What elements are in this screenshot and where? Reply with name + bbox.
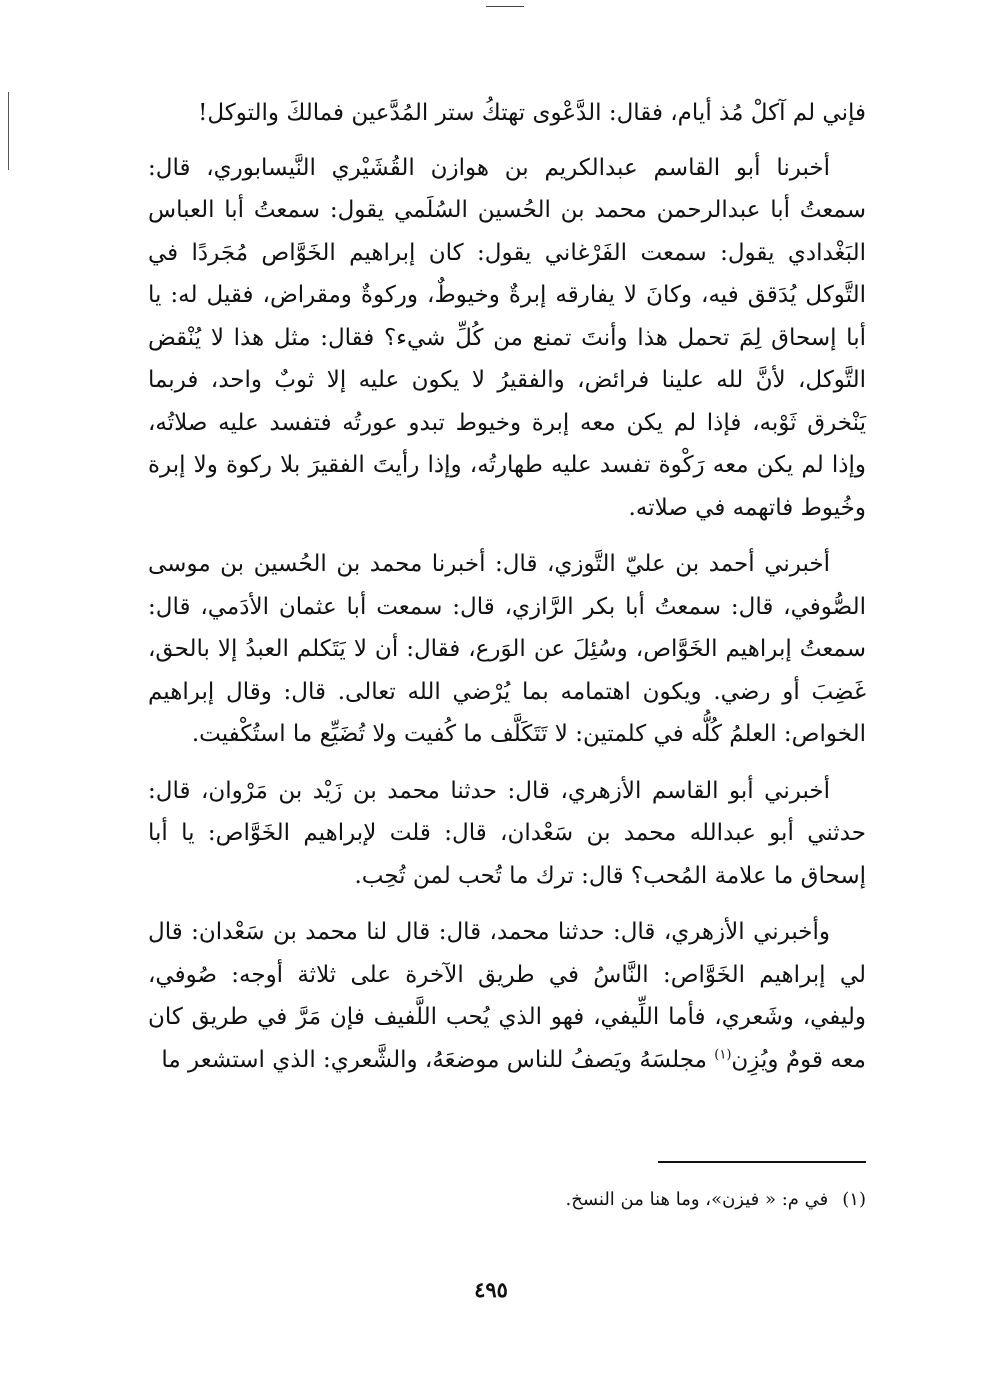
footnote-separator <box>658 1161 866 1163</box>
footnote <box>148 1186 866 1214</box>
margin-mark <box>8 92 9 170</box>
footnote-number: (١) <box>842 1189 866 1210</box>
paragraph-1: أخبرنا أبو القاسم عبدالكريم بن هوازن القُشَيْري النَّيسابوري، قال: سمعتُ أبا عبدالرحمن محمد بن الحُسين السُلَمي يقول: سمعتُ أبا العباس البَغْدادي يقول: سمعت الفَرْغاني يقول: كان إبراهيم الخَوَّاص مُجَردًا في التَّوكل يُدَقق فيه، وكانَ لا يفارقه إبرةٌ وخيوطٌ، وركوةٌ ومقراض، فقيل له: يا أبا إسحاق لِمَ تحمل هذا وأنتَ تمنع من كُلِّ شيء؟ فقال: مثل هذا لا يُنْقض التَّوكل، لأنَّ لله علينا فرائض، والفقيرُ لا يكون عليه إلا ثوبٌ واحد، فربما يَنْخرق ثَوْبه، فإذا لم يكن معه إبرة وخيوط تبدو عورتُه فتفسد عليه صلاتُه، وإذا لم يكن معه رَكْوة تفسد عليه طهارتُه، وإذا رأيتَ الفقيرَ بلا ركوة ولا إبرة وخُيوط فاتهمه في صلاته. <box>148 154 866 521</box>
paragraph-3: أخبرني أبو القاسم الأزهري، قال: حدثنا محمد بن زَيْد بن مَرْوان، قال: حدثني أبو عبدالله محمد بن سَعْدان، قال: قلت لإبراهيم الخَوَّاص: يا أبا إسحاق ما علامة المُحب؟ قال: ترك ما تُحب لمن تُحِب. <box>148 777 866 889</box>
paragraph-2: أخبرني أحمد بن عليّ التَّوزي، قال: أخبرنا محمد بن الحُسين بن موسى الصُّوفي، قال: سمعتُ أبا بكر الرَّازي، قال: سمعت أبا عثمان الأدَمي، قال: سمعتُ إبراهيم الخَوَّاص، وسُئِلَ عن الوَرع، فقال: أن لا يَتَكلم العبدُ إلا بالحق، غَضِبَ أو رضي. ويكون اهتمامه بما يُرْضي الله تعالى. قال: وقال إبراهيم الخواص: العلمُ كُلُّه في كلمتين: لا تَتَكَلَّف ما كُفيت ولا تُضَيِّع ما استُكْفيت. <box>148 551 866 747</box>
top-rule <box>486 6 524 7</box>
paragraph-4-end: مجلسَهُ ويَصفُ للناس موضعَهُ، والشَّعري: الذي استشعر ما <box>161 1046 715 1073</box>
continuation-line: فإني لم آكلْ مُذ أيام، فقال: الدَّعْوى تهتكُ ستر المُدَّعين فمالكَ والتوكل! <box>198 100 866 126</box>
footnote-text: في م: « فيزن»، وما هنا من النسخ. <box>565 1189 829 1210</box>
paragraph-4 <box>148 911 866 1081</box>
footnote-reference[interactable]: (١) <box>714 1046 732 1062</box>
paragraph-4-start: وأخبرني الأزهري، قال: حدثنا محمد، قال: قال لنا محمد بن سَعْدان: قال لي إبراهيم الخَوَّاص: النَّاسُ في طريق الآخرة على ثلاثة أوجه: صُوفي، وليفي، وشَعري، فأما اللِّيفي، فهو الذي يُحب اللَّفيف فإن مَرَّ في طريق كان معه قومٌ ويُزِن <box>148 919 866 1073</box>
main-text <box>148 92 866 1095</box>
page-number: ٤٩٥ <box>474 1277 508 1302</box>
